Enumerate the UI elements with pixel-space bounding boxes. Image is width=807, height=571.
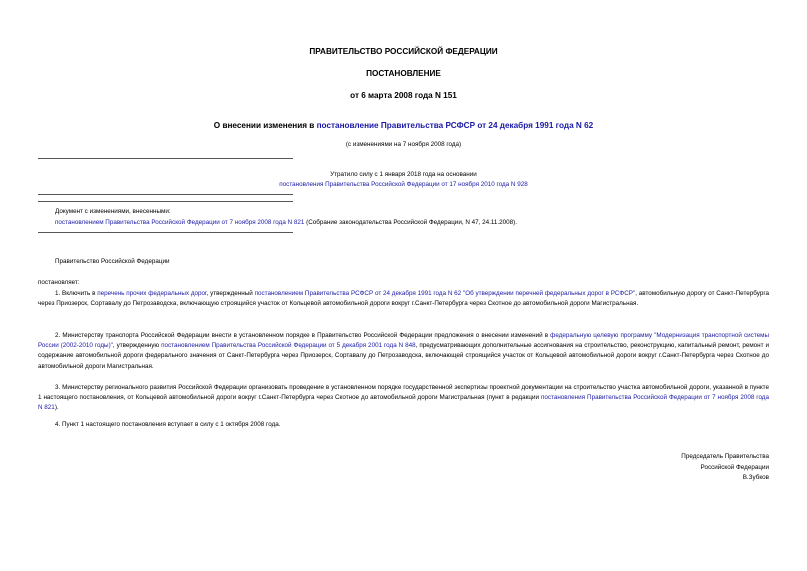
changes-label: Документ с изменениями, внесенными:	[55, 208, 171, 215]
divider	[38, 194, 293, 195]
rsfsr-decree-62-link[interactable]: постановлением Правительства РСФСР от 24 декабря 1991 года N 62 "Об утверждении перечней федеральных дорог в РСФСР"	[254, 290, 636, 297]
federal-program-link[interactable]: федеральную целевую программу "Модернизация транспортной системы России (2002-2010 годы)"	[38, 332, 769, 350]
document-date-number: от 6 марта 2008 года N 151	[350, 91, 457, 100]
expired-notice: Утратило силу с 1 января 2018 года на основании	[330, 171, 477, 178]
signature-name: В.Зубков	[742, 474, 769, 481]
paragraph-2-text: , утвержденную	[112, 342, 162, 350]
paragraph-3-text: ).	[54, 404, 59, 412]
decree-848-link[interactable]: постановлением Правительства Российской Федерации от 5 декабря 2001 года N 848	[161, 342, 416, 350]
signature-organization: Российской Федерации	[700, 463, 769, 471]
paragraph-1-text: , автомобильную дорогу от Санкт-Петербурга через Приозерск, Сортавалу до Петрозаводска, включающую строящийся участок от Кольцевой автомобильной дороги вокруг г.Санкт-Петербурга через Скотное до автомобильной дороги Магистральная.	[38, 290, 769, 308]
paragraph-1-text: , утвержденный	[206, 290, 255, 297]
amended-note: (с изменениями на 7 ноября 2008 года)	[345, 141, 462, 148]
paragraph-3-text: 3. Министерству регионального развития Российской Федерации организовать проведение в установленном порядке государственной экспертизы проектной документации на строительство участка автомобильной дороги, указанной в пункте 1 настоящего постановления, от Кольцевой автомобильной дороги вокруг г.Санкт-Петербурга через Скотное до автомобильной дороги Магистральная (пункт в редакции	[38, 384, 769, 402]
changes-suffix: (Собрание законодательства Российской Федерации, N 47, 24.11.2008).	[304, 219, 518, 226]
divider	[38, 158, 293, 159]
signature-title: Председатель Правительства	[681, 453, 769, 460]
paragraph-4: 4. Пункт 1 настоящего постановления вступает в силу с 1 октября 2008 года.	[55, 421, 281, 428]
title-link[interactable]: постановление Правительства РСФСР от 24 декабря 1991 года N 62	[316, 121, 594, 130]
document-type-heading: ПОСТАНОВЛЕНИЕ	[366, 69, 441, 78]
paragraph-2-text: , предусматривающих дополнительные ассигнования на строительство, реконструкцию, капитальный ремонт, ремонт и содержание автомобильной дороги федерального значения от Санкт-Петербурга через Приозерск, Сортавалу до Петрозаводска, включающей строящийся участок от Кольцевой автомобильной дороги вокруг г.Санкт-Петербурга через Скотное до автомобильной дороги Магистральная.	[38, 342, 769, 370]
paragraph-2-text: 2. Министерству транспорта Российской Федерации внести в установленном порядке в Правительство Российской Федерации предложения о внесении изменений в	[55, 332, 551, 339]
paragraph-1-text: 1. Включить в	[55, 290, 98, 297]
document-title	[0, 121, 807, 130]
divider	[38, 201, 293, 202]
decrees-word: постановляет:	[38, 279, 80, 286]
paragraph-1	[38, 289, 769, 309]
paragraph-2	[38, 331, 769, 372]
changes-reference	[55, 218, 517, 228]
signature-block	[681, 452, 769, 484]
issuer: Правительство Российской Федерации	[55, 258, 170, 265]
expired-link[interactable]: постановления Правительства Российской Федерации от 17 ноября 2010 года N 928	[279, 181, 528, 188]
paragraph-3	[38, 383, 769, 414]
changes-link[interactable]: постановлением Правительства Российской Федерации от 7 ноября 2008 года N 821	[55, 219, 305, 226]
federal-roads-list-link[interactable]: перечень прочих федеральных дорог	[97, 290, 207, 297]
title-prefix: О внесении изменения в	[213, 121, 317, 130]
divider	[38, 232, 293, 233]
government-heading: ПРАВИТЕЛЬСТВО РОССИЙСКОЙ ФЕДЕРАЦИИ	[309, 47, 498, 56]
decree-821-link[interactable]: постановления Правительства Российской Федерации от 7 ноября 2008 года N 821	[38, 394, 769, 412]
